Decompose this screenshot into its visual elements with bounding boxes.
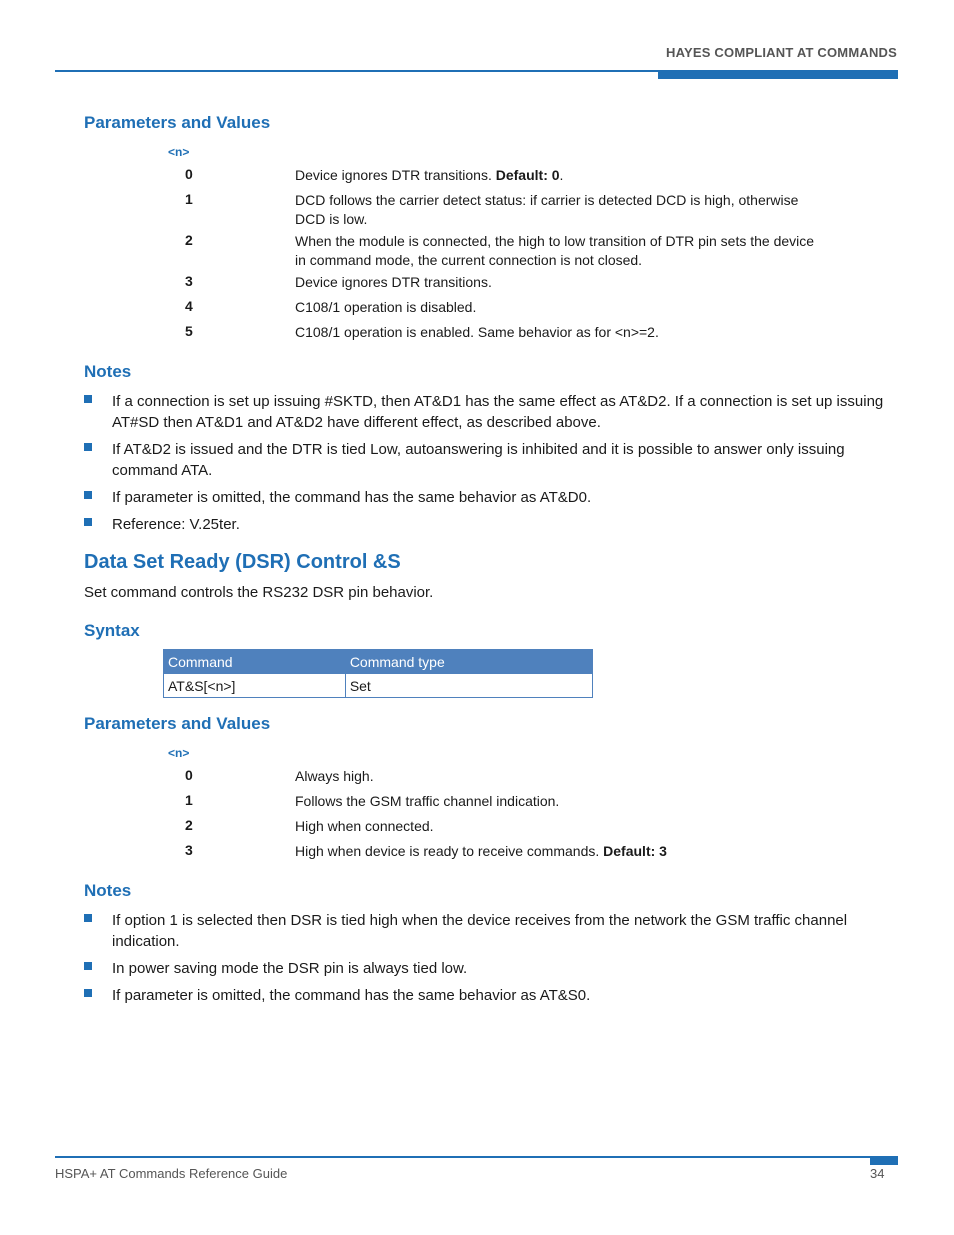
bullet-icon [84, 518, 92, 526]
parameters-heading: Parameters and Values [84, 113, 271, 132]
footer-rule [55, 1156, 898, 1158]
default-label: Default: 3 [603, 843, 667, 859]
param-value: 0 [185, 767, 193, 783]
table-row [164, 674, 593, 698]
bullet-icon [84, 395, 92, 403]
bullet-icon [84, 443, 92, 451]
syntax-heading: Syntax [84, 621, 140, 640]
param-value: 2 [185, 817, 193, 833]
table-cell-command-type: Set [345, 674, 592, 698]
section-title: Data Set Ready (DSR) Control &S [84, 551, 401, 573]
header-accent-bar [658, 70, 898, 79]
footer-accent-bar [870, 1156, 898, 1165]
param-description: Always high. [295, 768, 374, 784]
param-description: Follows the GSM traffic channel indication. [295, 793, 560, 809]
param-value: 5 [185, 323, 193, 339]
notes-heading: Notes [84, 881, 132, 900]
param-description: When the module is connected, the high to low transition of DTR pin sets the device in command mode, the current connection is not closed. [295, 233, 815, 268]
param-description: Device ignores DTR transitions. [295, 274, 492, 290]
default-label: Default: 0 [495, 167, 560, 183]
param-value: 0 [185, 166, 193, 182]
parameters-heading: Parameters and Values [84, 714, 271, 733]
param-value: 1 [185, 792, 193, 808]
param-description: DCD follows the carrier detect status: if carrier is detected DCD is high, otherwise DCD is low. [295, 192, 799, 227]
table-header-command: Command [164, 650, 346, 674]
param-value: 3 [185, 273, 193, 289]
syntax-table [163, 649, 593, 698]
param-value: 1 [185, 191, 193, 207]
table-header-command-type: Command type [345, 650, 592, 674]
param-description: High when device is ready to receive commands. Default: 3 [295, 843, 667, 859]
param-name: <n> [168, 145, 190, 159]
section-description: Set command controls the RS232 DSR pin behavior. [84, 584, 434, 601]
running-header: HAYES COMPLIANT AT COMMANDS [666, 45, 897, 60]
param-value: 3 [185, 842, 193, 858]
bullet-icon [84, 491, 92, 499]
param-description: C108/1 operation is disabled. [295, 299, 477, 315]
bullet-icon [84, 914, 92, 922]
param-value: 2 [185, 232, 193, 248]
bullet-icon [84, 962, 92, 970]
param-value: 4 [185, 298, 193, 314]
param-description: C108/1 operation is enabled. Same behavior as for <n>=2. [295, 324, 659, 340]
notes-heading: Notes [84, 362, 132, 381]
param-name: <n> [168, 746, 190, 760]
param-description: Device ignores DTR transitions. Default: 0. [295, 167, 564, 183]
footer-doc-title: HSPA+ AT Commands Reference Guide [55, 1166, 288, 1181]
param-description: High when connected. [295, 818, 434, 834]
table-cell-command: AT&S[<n>] [164, 674, 346, 698]
bullet-icon [84, 989, 92, 997]
page-number: 34 [870, 1166, 885, 1181]
